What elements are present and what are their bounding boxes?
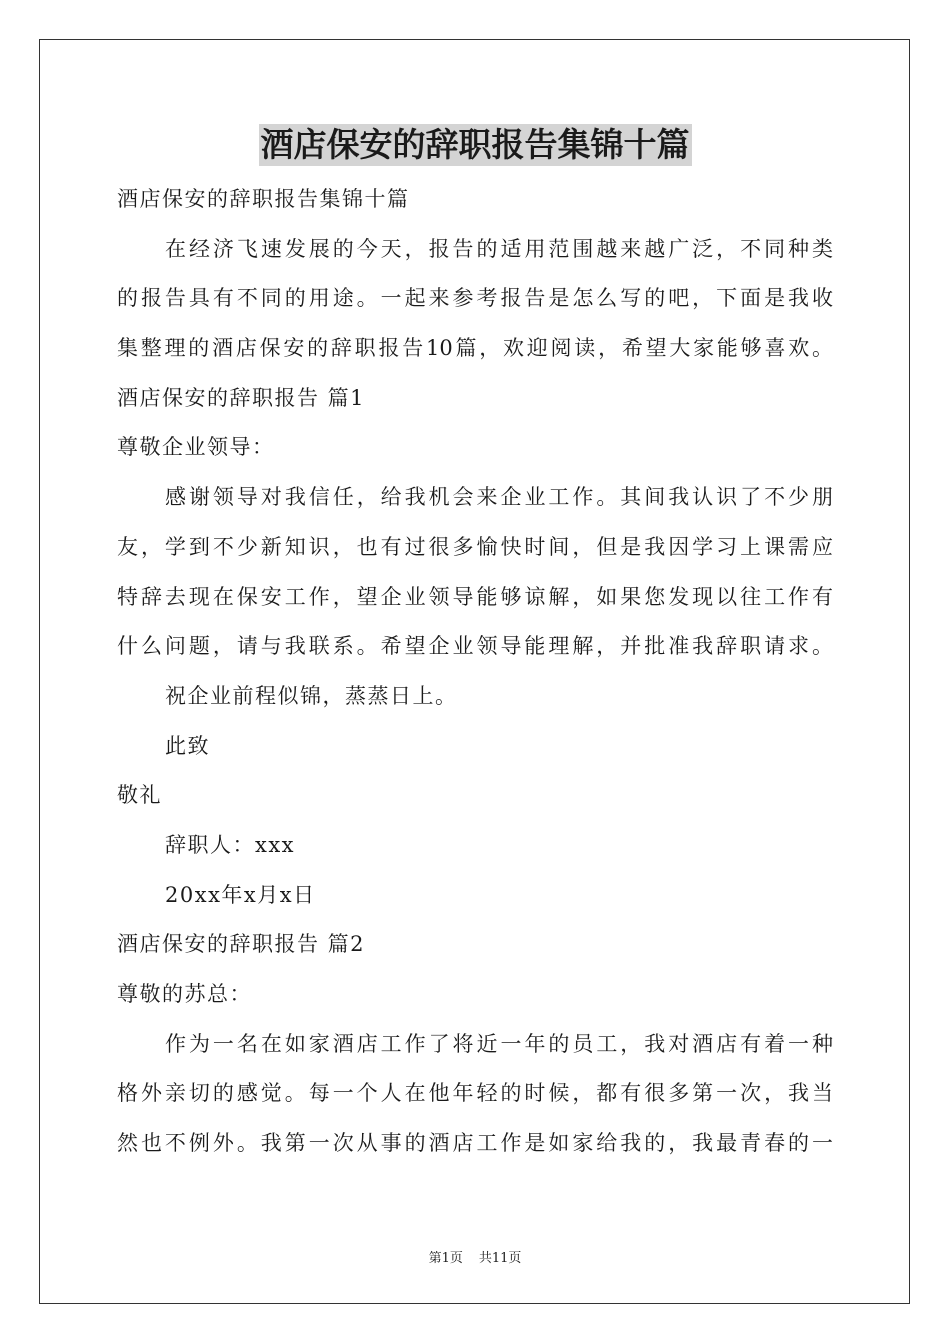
page-number: 第1页 <box>428 1251 463 1266</box>
signer-line: 辞职人：xxx <box>165 832 296 857</box>
date-line: 20xx年x月x日 <box>165 882 316 907</box>
intro-line: 的报告具有不同的用途。一起来参考报告是怎么写的吧，下面是我收 <box>117 286 833 311</box>
body-line: 格外亲切的感觉。每一个人在他年轻的时候，都有很多第一次，我当 <box>117 1081 833 1106</box>
page-total: 共11页 <box>478 1251 522 1266</box>
closing-line: 敬礼 <box>117 783 162 808</box>
salutation: 尊敬企业领导： <box>117 435 275 460</box>
body-line: 感谢领导对我信任，给我机会来企业工作。其间我认识了不少朋 <box>165 485 833 510</box>
document-subtitle: 酒店保安的辞职报告集锦十篇 <box>117 187 410 211</box>
page-footer <box>0 1247 950 1266</box>
document-body <box>117 175 833 1169</box>
wish-line: 祝企业前程似锦，蒸蒸日上。 <box>165 683 458 708</box>
document-title: 酒店保安的辞职报告集锦十篇 <box>260 125 690 164</box>
body-line: 然也不例外。我第一次从事的酒店工作是如家给我的，我最青春的一 <box>117 1131 833 1156</box>
body-line: 什么问题，请与我联系。希望企业领导能理解，并批准我辞职请求。 <box>117 634 833 659</box>
title-wrapper <box>0 124 950 166</box>
closing-line: 此致 <box>165 733 210 758</box>
intro-line: 在经济飞速发展的今天，报告的适用范围越来越广泛，不同种类 <box>165 236 833 261</box>
body-line: 作为一名在如家酒店工作了将近一年的员工，我对酒店有着一种 <box>165 1031 833 1056</box>
intro-line: 集整理的酒店保安的辞职报告10篇，欢迎阅读，希望大家能够喜欢。 <box>117 336 833 361</box>
body-line: 友，学到不少新知识，也有过很多愉快时间，但是我因学习上课需应 <box>117 534 833 559</box>
section-heading: 酒店保安的辞职报告 篇2 <box>117 932 366 957</box>
section-heading: 酒店保安的辞职报告 篇1 <box>117 385 366 410</box>
body-line: 特辞去现在保安工作，望企业领导能够谅解，如果您发现以往工作有 <box>117 584 833 609</box>
salutation: 尊敬的苏总： <box>117 982 252 1006</box>
